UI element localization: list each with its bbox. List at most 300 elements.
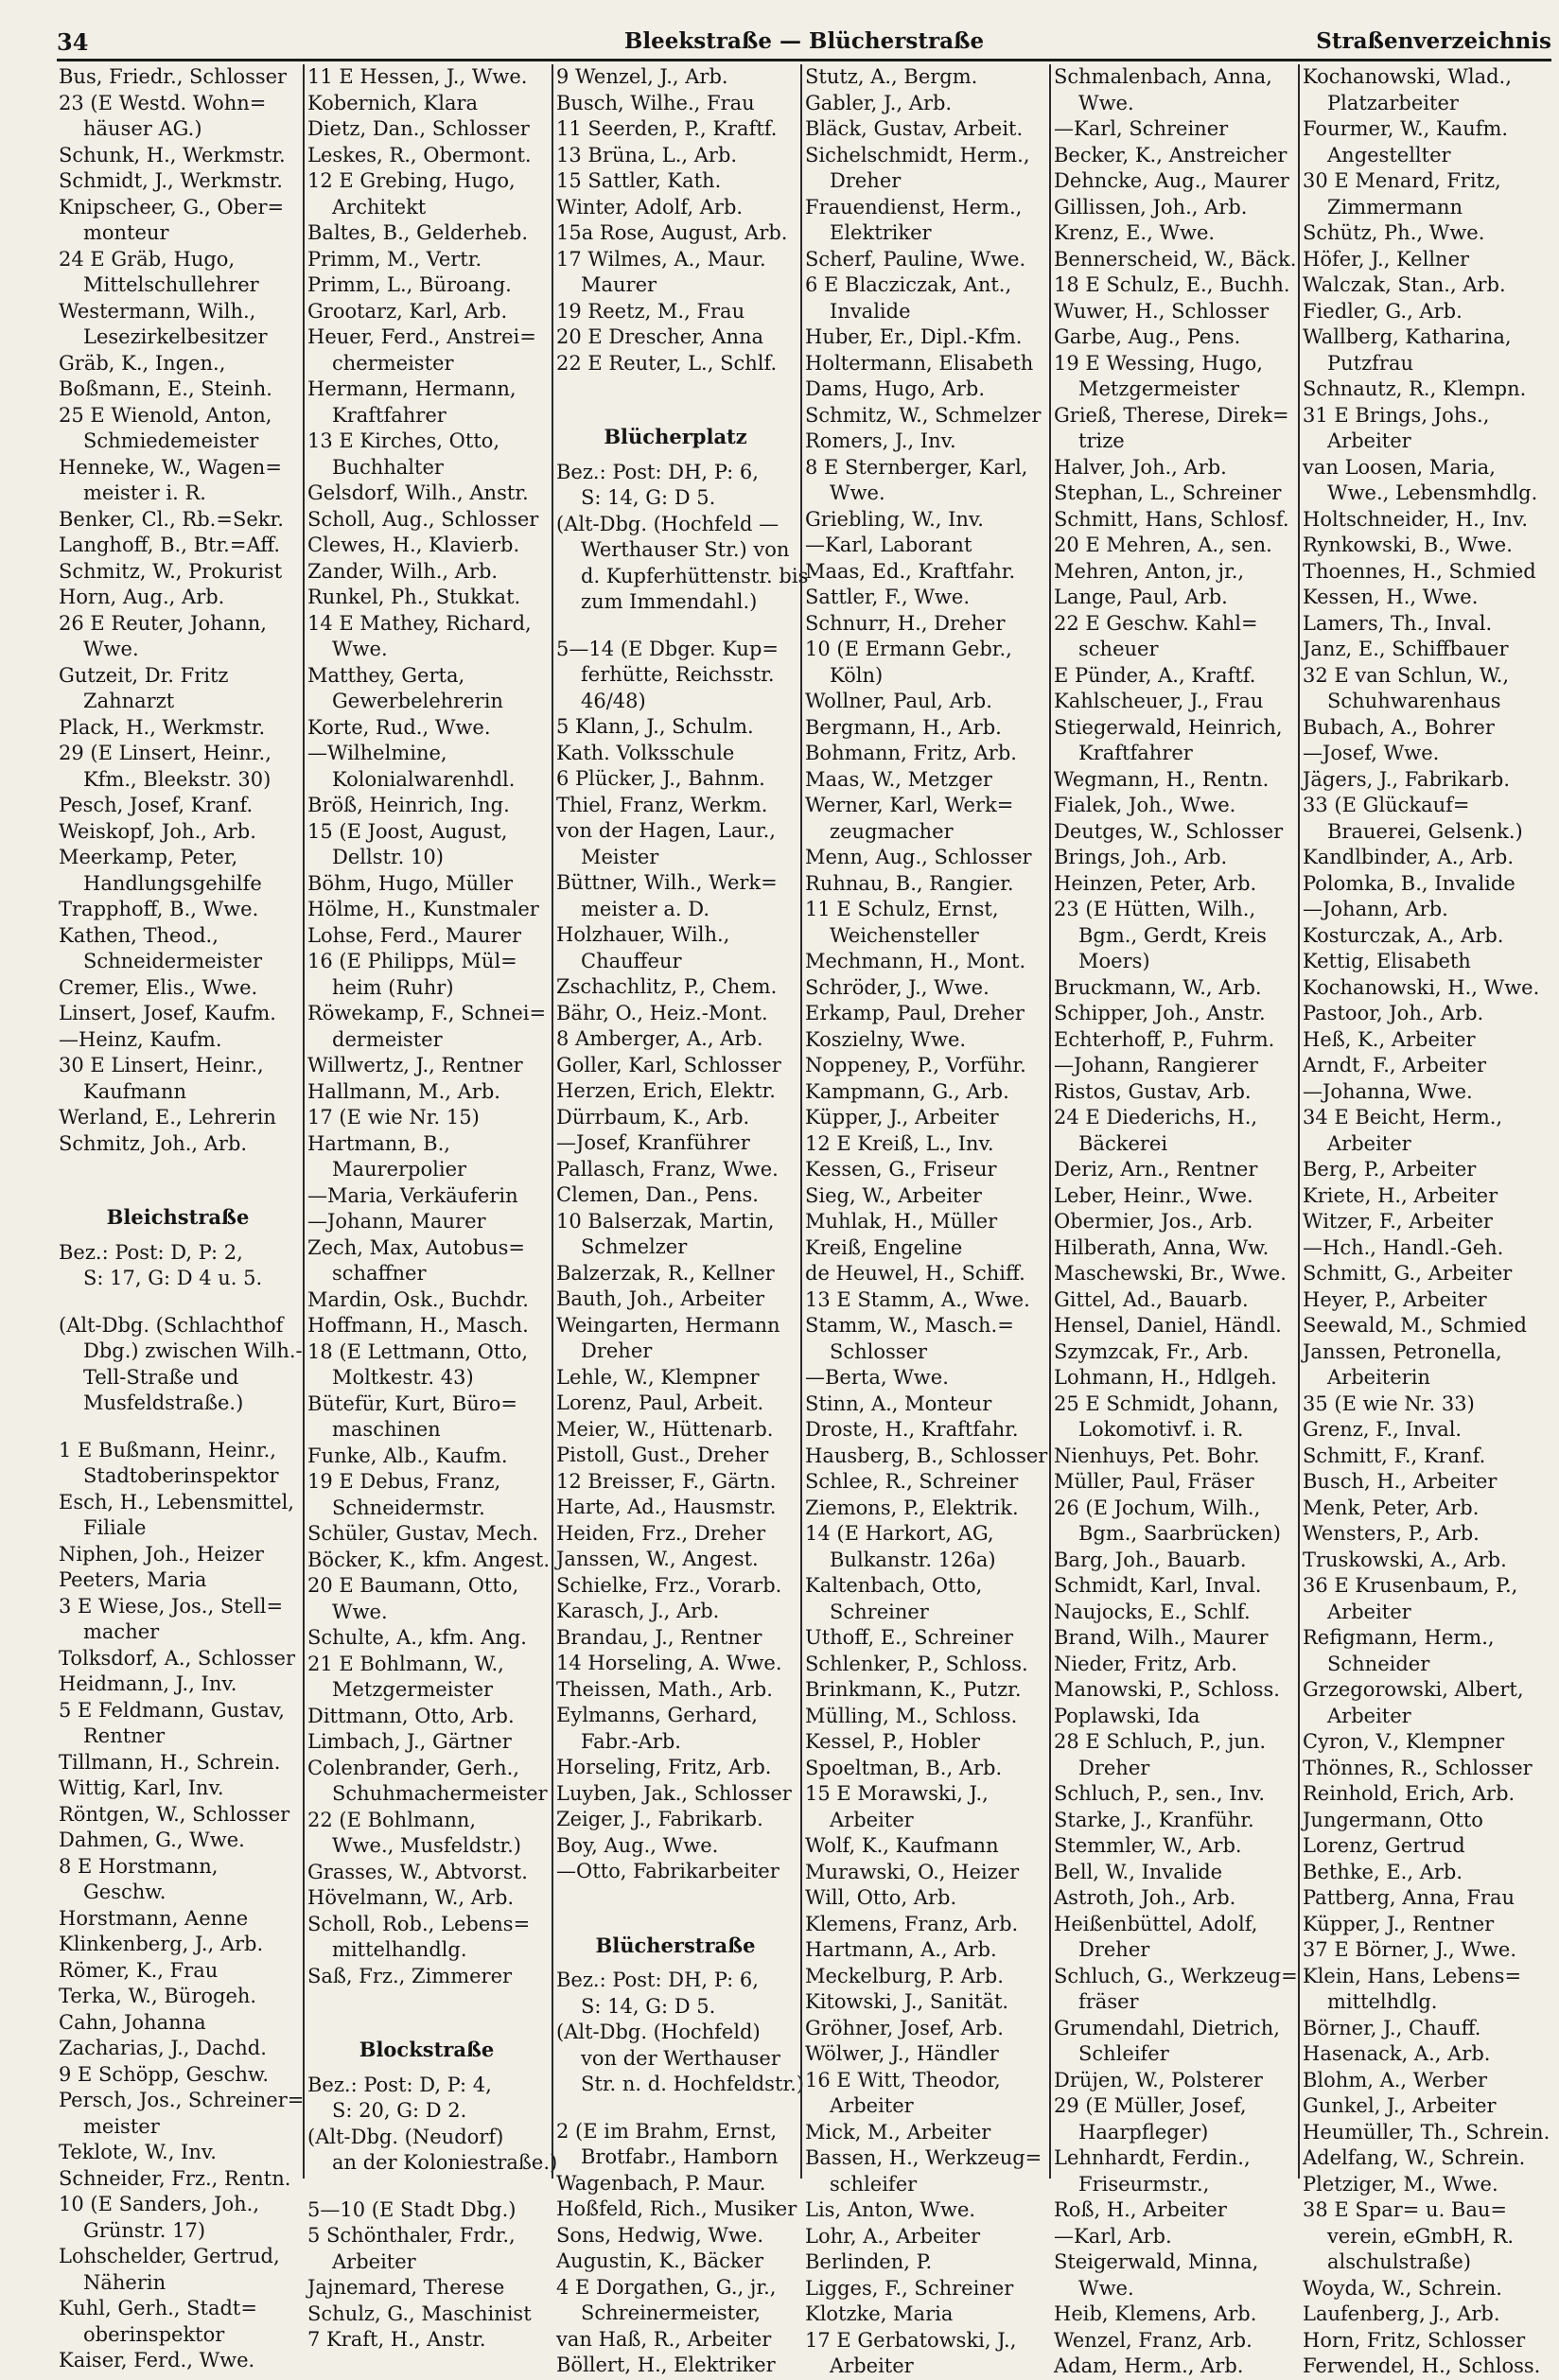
- directory-entry: Schluch, P., sen., Inv.: [1054, 1782, 1266, 1805]
- directory-entry: Uthoff, E., Schreiner: [805, 1626, 1014, 1649]
- directory-entry: Persch, Jos., Schreiner=: [59, 2089, 305, 2111]
- directory-entry: Truskowski, A., Arb.: [1303, 1548, 1507, 1571]
- directory-entry: Brand, Wilh., Maurer: [1054, 1626, 1269, 1649]
- directory-entry: Herzen, Erich, Elektr.: [556, 1079, 776, 1102]
- directory-entry: Horn, Aug., Arb.: [59, 586, 225, 608]
- directory-entry: Szymzcak, Fr., Arb.: [1054, 1339, 1250, 1363]
- column-6: [1303, 64, 1550, 2377]
- directory-entry: Handlungsgehilfe: [83, 871, 262, 895]
- directory-entry: —Karl, Schreiner: [1054, 117, 1229, 140]
- spacer: [59, 1157, 297, 1178]
- directory-entry: 9 E Schöpp, Geschw.: [59, 2062, 270, 2086]
- directory-entry: Moers): [1078, 950, 1150, 972]
- directory-entry: Schluch, G., Werkzeug=: [1054, 1964, 1298, 1987]
- directory-entry: 21 E Bohlmann, W.,: [307, 1652, 504, 1675]
- directory-entry: meister: [83, 2114, 160, 2138]
- directory-entry: Zahnarzt: [83, 690, 175, 712]
- directory-entry: Heidmann, J., Inv.: [59, 1672, 237, 1695]
- directory-entry: Hartmann, A., Arb.: [805, 1938, 997, 1961]
- directory-entry: Schüler, Gustav, Mech.: [307, 1522, 539, 1545]
- directory-entry: Heißenbüttel, Adolf,: [1054, 1912, 1258, 1935]
- directory-entry: Bütefür, Kurt, Büro=: [307, 1391, 518, 1415]
- directory-entry: Tolksdorf, A., Schlosser: [59, 1646, 295, 1670]
- directory-entry: 12 E Kreiß, L., Inv.: [805, 1131, 994, 1155]
- directory-entry: Gröhner, Josef, Arb.: [805, 2016, 1004, 2039]
- directory-entry: Brings, Joh., Arb.: [1054, 846, 1228, 868]
- directory-entry: Saß, Frz., Zimmerer: [307, 1964, 513, 1987]
- directory-entry: Gutzeit, Dr. Fritz: [59, 663, 229, 687]
- directory-entry: Grumendahl, Dietrich,: [1054, 2016, 1280, 2039]
- directory-entry: Sattler, F., Wwe.: [805, 586, 970, 608]
- directory-entry: 4 E Dorgathen, G., jr.,: [556, 2275, 777, 2299]
- directory-entry: Eylmanns, Gerhard,: [556, 1704, 758, 1726]
- directory-entry: Hilberath, Anna, Ww.: [1054, 1235, 1270, 1259]
- directory-entry: Kaiser, Ferd., Wwe.: [59, 2349, 255, 2371]
- directory-entry: 13 E Stamm, A., Wwe.: [805, 1287, 1030, 1311]
- directory-entry: Laufenberg, J., Arb.: [1303, 2302, 1500, 2325]
- directory-entry: schleifer: [830, 2172, 918, 2196]
- directory-entry: Dittmann, Otto, Arb.: [307, 1704, 515, 1727]
- directory-entry: Klinkenberg, J., Arb.: [59, 1933, 264, 1955]
- directory-entry: Böhm, Hugo, Müller: [307, 871, 514, 895]
- directory-entry: Müller, Paul, Fräser: [1054, 1470, 1254, 1493]
- directory-entry: Jägers, J., Fabrikarb.: [1303, 767, 1511, 791]
- directory-entry: Wagenbach, P. Maur.: [556, 2171, 766, 2195]
- directory-entry: Büttner, Wilh., Werk=: [556, 871, 778, 894]
- directory-entry: Elektriker: [830, 221, 932, 244]
- directory-entry: schaffner: [332, 1262, 427, 1285]
- directory-entry: Schunk, H., Werkmstr.: [59, 143, 286, 166]
- directory-entry: Dreher: [830, 169, 902, 192]
- directory-entry: Wwe.: [332, 638, 388, 660]
- directory-entry: Schröder, J., Wwe.: [805, 975, 990, 999]
- directory-entry: Stinn, A., Monteur: [805, 1391, 992, 1415]
- directory-entry: Witzer, F., Arbeiter: [1303, 1210, 1493, 1233]
- directory-entry: Harte, Ad., Hausmstr.: [556, 1496, 777, 1518]
- directory-entry: Lokomotivf. i. R.: [1078, 1418, 1244, 1441]
- directory-entry: Schmitt, G., Arbeiter: [1303, 1262, 1513, 1285]
- directory-entry: Kochanowski, Wlad.,: [1303, 65, 1512, 88]
- directory-entry: Zech, Max, Autobus=: [307, 1235, 525, 1259]
- directory-entry: meister i. R.: [83, 481, 206, 504]
- directory-entry: Wwe., Lebensmhdlg.: [1327, 481, 1538, 504]
- directory-entry: Arbeiterin: [1327, 1366, 1430, 1389]
- directory-entry: Küpper, J., Arbeiter: [805, 1106, 999, 1129]
- directory-entry: Arbeiter: [332, 2249, 416, 2273]
- directory-entry: Janssen, Petronella,: [1303, 1339, 1502, 1363]
- directory-entry: Wölwer, J., Händler: [805, 2042, 999, 2065]
- directory-entry: Schmitz, W., Schmelzer: [805, 403, 1042, 427]
- directory-entry: ferhütte, Reichsstr.: [581, 663, 775, 686]
- directory-entry: von der Hagen, Laur.,: [556, 819, 776, 842]
- directory-entry: Boßmann, E., Steinh.: [59, 377, 272, 400]
- directory-entry: Moltkestr. 43): [332, 1366, 474, 1389]
- directory-entry: Bez.: Post: D, P: 4,: [307, 2073, 492, 2096]
- directory-entry: Poplawski, Ida: [1054, 1704, 1200, 1727]
- directory-entry: Arbeiter: [830, 1808, 914, 1831]
- directory-entry: mittelhdlg.: [1327, 1990, 1438, 2013]
- directory-entry: Will, Otto, Arb.: [805, 1886, 957, 1909]
- directory-entry: 14 Horseling, A. Wwe.: [556, 1652, 782, 1674]
- directory-entry: Lohschelder, Gertrud,: [59, 2245, 280, 2267]
- spacer: [556, 1885, 795, 1906]
- directory-entry: Schneidermstr.: [332, 1496, 485, 1519]
- directory-entry: 22 E Geschw. Kahl=: [1054, 611, 1258, 635]
- directory-entry: Hallmann, M., Arb.: [307, 1079, 500, 1103]
- directory-entry: Lange, Paul, Arb.: [1054, 586, 1228, 608]
- directory-entry: Thönnes, R., Schlosser: [1303, 1756, 1533, 1779]
- column-3: [556, 64, 809, 2376]
- directory-entry: Luyben, Jak., Schlosser: [556, 1781, 792, 1805]
- directory-entry: Theissen, Math., Arb.: [556, 1677, 773, 1701]
- directory-entry: Naujocks, E., Schlf.: [1054, 1600, 1251, 1623]
- directory-entry: 15a Rose, August, Arb.: [556, 221, 788, 244]
- directory-entry: Küpper, J., Rentner: [1303, 1912, 1495, 1935]
- directory-entry: —Berta, Wwe.: [805, 1366, 949, 1389]
- directory-entry: Brotfabr., Hamborn: [581, 2145, 779, 2168]
- directory-entry: Arbeiter: [830, 2354, 914, 2377]
- directory-entry: Gabler, J., Arb.: [805, 91, 953, 114]
- directory-entry: Berlinden, P.: [805, 2250, 933, 2273]
- directory-entry: 20 E Baumann, Otto,: [307, 1574, 519, 1597]
- column-4: [805, 64, 1048, 2377]
- directory-entry: monteur: [83, 221, 169, 244]
- directory-entry: Lis, Anton, Wwe.: [805, 2198, 976, 2221]
- directory-entry: 8 E Sternberger, Karl,: [805, 455, 1028, 479]
- directory-entry: Blohm, A., Werber: [1303, 2068, 1488, 2091]
- directory-entry: Reinhold, Erich, Arb.: [1303, 1782, 1515, 1805]
- directory-entry: Pallasch, Franz, Wwe.: [556, 1157, 779, 1181]
- directory-entry: van Loosen, Maria,: [1303, 455, 1496, 479]
- directory-entry: Benker, Cl., Rb.=Sekr.: [59, 507, 284, 531]
- directory-entry: 5 E Feldmann, Gustav,: [59, 1698, 285, 1722]
- directory-entry: —Johann, Arb.: [1303, 898, 1448, 920]
- directory-entry: Hausberg, B., Schlosser: [805, 1444, 1048, 1467]
- directory-entry: Brauerei, Gelsenk.): [1327, 819, 1523, 843]
- directory-entry: Dehncke, Aug., Maurer: [1054, 169, 1289, 192]
- page-title: Bleekstraße — Blücherstraße: [623, 28, 985, 54]
- directory-entry: 30 E Menard, Fritz,: [1303, 169, 1501, 192]
- directory-entry: Mechmann, H., Mont.: [805, 950, 1026, 972]
- directory-entry: Mardin, Osk., Buchdr.: [307, 1287, 529, 1311]
- directory-entry: Schuhwarenhaus: [1327, 690, 1501, 712]
- column-divider: [1049, 64, 1051, 2179]
- directory-entry: Walczak, Stan., Arb.: [1303, 273, 1506, 296]
- directory-entry: Wolf, K., Kaufmann: [805, 1834, 999, 1857]
- directory-entry: (Alt-Dbg. (Schlachthof: [59, 1313, 284, 1337]
- directory-entry: Noppeney, P., Vorführ.: [805, 1054, 1026, 1076]
- directory-entry: 37 E Börner, J., Wwe.: [1303, 1938, 1517, 1961]
- directory-entry: Schlenker, P., Schloss.: [805, 1652, 1028, 1675]
- directory-entry: Fabr.-Arb.: [581, 1729, 681, 1753]
- directory-entry: 7 Kraft, H., Anstr.: [307, 2328, 486, 2351]
- directory-entry: Sons, Hedwig, Wwe.: [556, 2223, 764, 2247]
- spacer: [307, 2010, 546, 2031]
- directory-entry: 25 E Wienold, Anton,: [59, 403, 272, 427]
- directory-entry: Bez.: Post: DH, P: 6,: [556, 460, 759, 483]
- directory-entry: Kochanowski, H., Wwe.: [1303, 975, 1540, 999]
- directory-entry: Leber, Heinr., Wwe.: [1054, 1183, 1253, 1207]
- directory-entry: 23 (E Hütten, Wilh.,: [1054, 898, 1256, 920]
- directory-entry: Kitowski, J., Sanität.: [805, 1990, 1009, 2013]
- directory-entry: Heß, K., Arbeiter: [1303, 1027, 1476, 1051]
- directory-entry: Näherin: [83, 2270, 166, 2294]
- directory-entry: Werner, Karl, Werk=: [805, 794, 1014, 816]
- column-5: [1054, 64, 1298, 2377]
- directory-entry: Schlee, R., Schreiner: [805, 1470, 1019, 1493]
- directory-entry: Adelfang, W., Schrein.: [1303, 2146, 1526, 2169]
- directory-entry: Schneidermeister: [83, 950, 262, 972]
- directory-entry: 10 Balserzak, Martin,: [556, 1209, 775, 1233]
- street-heading: Blücherplatz: [604, 425, 747, 448]
- street-heading: Bleichstraße: [106, 1205, 250, 1229]
- directory-entry: Primm, L., Büroang.: [307, 273, 512, 296]
- directory-entry: Terka, W., Bürogeh.: [59, 1985, 257, 2007]
- column-divider: [303, 64, 305, 2179]
- directory-entry: Pesch, Josef, Kranf.: [59, 794, 254, 816]
- directory-entry: Wittig, Karl, Inv.: [59, 1776, 224, 1799]
- directory-entry: Becker, K., Anstreicher: [1054, 143, 1287, 166]
- directory-entry: 14 E Mathey, Richard,: [307, 611, 532, 635]
- directory-entry: Wwe.: [332, 1600, 388, 1623]
- directory-entry: Schmitt, Hans, Schlosf.: [1054, 507, 1289, 531]
- directory-entry: Droste, H., Kraftfahr.: [805, 1418, 1019, 1441]
- directory-entry: Grieß, Therese, Direk=: [1054, 403, 1289, 427]
- directory-entry: Jajnemard, Therese: [307, 2276, 505, 2299]
- directory-entry: Rentner: [83, 1724, 166, 1747]
- directory-entry: trize: [1078, 429, 1125, 452]
- directory-entry: Klein, Hans, Lebens=: [1303, 1964, 1522, 1987]
- directory-entry: Bell, W., Invalide: [1054, 1860, 1223, 1883]
- directory-entry: Klotzke, Maria: [805, 2302, 954, 2325]
- directory-entry: Putzfrau: [1327, 351, 1414, 375]
- directory-entry: Refigmann, Herm.,: [1303, 1626, 1495, 1649]
- spacer: [556, 397, 795, 418]
- directory-entry: Murawski, O., Heizer: [805, 1860, 1020, 1883]
- directory-entry: Runkel, Ph., Stukkat.: [307, 586, 521, 608]
- directory-entry: Kraftfahrer: [1078, 742, 1193, 764]
- directory-entry: Teklote, W., Inv.: [59, 2141, 217, 2163]
- directory-entry: 8 E Horstmann,: [59, 1854, 219, 1878]
- directory-entry: Schmidt, J., Werkmstr.: [59, 169, 283, 192]
- directory-entry: Bröß, Heinrich, Ing.: [307, 794, 510, 816]
- directory-entry: 14 (E Harkort, AG,: [805, 1522, 994, 1545]
- directory-entry: Knipscheer, G., Ober=: [59, 195, 285, 219]
- directory-entry: Lorenz, Paul, Arbeit.: [556, 1391, 764, 1414]
- directory-entry: Werthauser Str.) von: [581, 538, 790, 561]
- directory-entry: Schulte, A., kfm. Ang.: [307, 1626, 527, 1649]
- directory-entry: Bez.: Post: D, P: 2,: [59, 1240, 243, 1264]
- directory-entry: S: 17, G: D 4 u. 5.: [83, 1267, 263, 1289]
- directory-entry: Maas, Ed., Kraftfahr.: [805, 559, 1016, 583]
- directory-entry: mittelhandlg.: [332, 1938, 467, 1961]
- directory-entry: 3 E Wiese, Jos., Stell=: [59, 1594, 284, 1618]
- directory-entry: Wwe.: [830, 481, 885, 504]
- directory-entry: Dbg.) zwischen Wilh.-: [83, 1339, 303, 1362]
- directory-entry: Schreinermeister,: [581, 2301, 761, 2324]
- directory-entry: Erkamp, Paul, Dreher: [805, 1002, 1025, 1024]
- directory-entry: 35 (E wie Nr. 33): [1303, 1391, 1475, 1415]
- directory-entry: Maschewski, Br., Wwe.: [1054, 1262, 1287, 1285]
- directory-entry: Bubach, A., Bohrer: [1303, 715, 1495, 739]
- directory-entry: Niphen, Joh., Heizer: [59, 1542, 264, 1566]
- directory-entry: —Johanna, Wwe.: [1303, 1079, 1473, 1103]
- directory-entry: Zacharias, J., Dachd.: [59, 2037, 267, 2059]
- street-heading: Blücherstraße: [595, 1933, 756, 1957]
- directory-entry: 15 Sattler, Kath.: [556, 169, 722, 192]
- directory-entry: Mick, M., Arbeiter: [805, 2120, 991, 2144]
- directory-entry: Gewerbelehrerin: [332, 690, 503, 712]
- directory-entry: Griebling, W., Inv.: [805, 507, 984, 531]
- directory-entry: Berg, P., Arbeiter: [1303, 1158, 1477, 1181]
- directory-entry: Hensel, Daniel, Händl.: [1054, 1314, 1282, 1337]
- directory-entry: 46/48): [581, 689, 646, 712]
- directory-entry: Ruhnau, B., Rangier.: [805, 871, 1014, 895]
- directory-entry: Dreher: [1078, 1756, 1150, 1779]
- directory-entry: Trapphoff, B., Wwe.: [59, 898, 259, 920]
- directory-entry: Horn, Fritz, Schlosser: [1303, 2328, 1526, 2352]
- directory-entry: Winter, Adolf, Arb.: [556, 195, 744, 219]
- directory-entry: Holzhauer, Wilh.,: [556, 923, 730, 946]
- column-2: [307, 64, 558, 2351]
- directory-entry: Bassen, H., Werkzeug=: [805, 2146, 1042, 2169]
- directory-entry: 19 E Debus, Franz,: [307, 1470, 501, 1493]
- directory-entry: Ferwendel, H., Schloss.: [1303, 2354, 1541, 2377]
- directory-entry: Bulkanstr. 126a): [830, 1548, 996, 1571]
- directory-entry: Bäckerei: [1078, 1131, 1168, 1155]
- directory-entry: —Johann, Maurer: [307, 1210, 486, 1233]
- directory-entry: S: 14, G: D 5.: [581, 486, 716, 509]
- street-heading: Blockstraße: [359, 2038, 495, 2061]
- directory-entry: 6 Plücker, J., Bahnm.: [556, 767, 765, 790]
- directory-entry: Brandau, J., Rentner: [556, 1625, 762, 1649]
- directory-entry: Hartmann, B.,: [307, 1131, 450, 1155]
- directory-entry: Hölme, H., Kunstmaler: [307, 898, 539, 920]
- directory-entry: Spoeltman, B., Arb.: [805, 1756, 1003, 1779]
- directory-entry: Janz, E., Schiffbauer: [1303, 638, 1509, 660]
- directory-entry: Geschw.: [83, 1881, 166, 1903]
- directory-entry: 17 Wilmes, A., Maur.: [556, 247, 766, 271]
- directory-entry: Baltes, B., Gelderheb.: [307, 221, 529, 244]
- directory-entry: Scholl, Rob., Lebens=: [307, 1912, 531, 1935]
- directory-entry: Lohmann, H., Hdlgeh.: [1054, 1366, 1277, 1389]
- directory-entry: Goller, Karl, Schlosser: [556, 1053, 781, 1076]
- directory-entry: 22 (E Bohlmann,: [307, 1808, 477, 1831]
- directory-entry: Köln): [830, 663, 884, 687]
- directory-entry: Weingarten, Hermann: [556, 1313, 780, 1337]
- directory-entry: Maurer: [581, 273, 657, 296]
- directory-entry: Arndt, F., Arbeiter: [1303, 1054, 1486, 1076]
- directory-entry: Wollner, Paul, Arb.: [805, 690, 992, 712]
- directory-entry: 13 Brüna, L., Arb.: [556, 143, 738, 166]
- directory-entry: 26 (E Jochum, Wilh.,: [1054, 1496, 1261, 1519]
- directory-entry: Kreiß, Engeline: [805, 1235, 963, 1259]
- directory-entry: Grzegorowski, Albert,: [1303, 1678, 1524, 1701]
- spacer: [556, 616, 795, 637]
- directory-entry: Rynkowski, B., Wwe.: [1303, 534, 1513, 556]
- directory-entry: Drüjen, W., Polsterer: [1054, 2068, 1263, 2091]
- directory-entry: Schmitt, F., Kranf.: [1303, 1444, 1486, 1467]
- directory-entry: Limbach, J., Gärtner: [307, 1730, 512, 1753]
- directory-entry: 34 E Beicht, Herm.,: [1303, 1106, 1503, 1129]
- directory-entry: Kessel, P., Hobler: [805, 1730, 981, 1753]
- directory-entry: Scherf, Pauline, Wwe.: [805, 247, 1026, 271]
- directory-entry: —Karl, Arb.: [1054, 2224, 1172, 2248]
- directory-entry: Colenbrander, Gerh.,: [307, 1756, 519, 1779]
- directory-entry: Fourmer, W., Kaufm.: [1303, 117, 1509, 140]
- column-divider: [1298, 64, 1300, 2179]
- directory-entry: Schmidt, Karl, Inval.: [1054, 1574, 1262, 1597]
- directory-entry: Tell-Straße und: [83, 1365, 239, 1389]
- directory-entry: Cyron, V., Klempner: [1303, 1730, 1505, 1753]
- directory-entry: Kolonialwarenhdl.: [332, 767, 516, 791]
- directory-entry: Polomka, B., Invalide: [1303, 871, 1515, 895]
- directory-entry: 12 E Grebing, Hugo,: [307, 169, 516, 192]
- directory-entry: Metzgermeister: [1078, 377, 1240, 400]
- directory-entry: Hoffmann, H., Masch.: [307, 1314, 529, 1337]
- directory-entry: Muhlak, H., Müller: [805, 1210, 998, 1233]
- directory-entry: Mehren, Anton, jr.,: [1054, 559, 1245, 583]
- directory-entry: fräser: [1078, 1990, 1139, 2013]
- directory-entry: S: 20, G: D 2.: [332, 2099, 467, 2122]
- directory-entry: Adam, Herm., Arb.: [1054, 2354, 1244, 2377]
- directory-entry: Thoennes, H., Schmied: [1303, 559, 1536, 583]
- directory-entry: 11 Seerden, P., Kraftf.: [556, 117, 778, 140]
- directory-entry: Menn, Aug., Schlosser: [805, 846, 1032, 868]
- directory-entry: Stiegerwald, Heinrich,: [1054, 715, 1283, 739]
- directory-entry: —Johann, Rangierer: [1054, 1054, 1258, 1076]
- directory-entry: chermeister: [332, 351, 454, 375]
- directory-entry: 15 E Morawski, J.,: [805, 1782, 989, 1805]
- directory-entry: 13 E Kirches, Otto,: [307, 429, 500, 452]
- directory-entry: Fiedler, G., Arb.: [1303, 299, 1463, 323]
- directory-entry: Wwe.: [1078, 91, 1134, 114]
- directory-entry: Angestellter: [1327, 143, 1451, 166]
- directory-entry: Bähr, O., Heiz.-Mont.: [556, 1001, 768, 1024]
- directory-entry: Chauffeur: [581, 949, 682, 972]
- directory-entry: Kessen, H., Wwe.: [1303, 586, 1479, 608]
- directory-entry: Werland, E., Lehrerin: [59, 1106, 276, 1129]
- directory-entry: Dahmen, G., Wwe.: [59, 1829, 245, 1851]
- directory-entry: Halver, Joh., Arb.: [1054, 455, 1227, 479]
- directory-entry: Leskes, R., Obermont.: [307, 143, 532, 166]
- directory-entry: Clewes, H., Klavierb.: [307, 534, 520, 556]
- directory-entry: 10 (E Sanders, Joh.,: [59, 2193, 259, 2215]
- directory-entry: 11 E Schulz, Ernst,: [805, 898, 999, 920]
- directory-entry: 16 E Witt, Theodor,: [805, 2068, 1001, 2091]
- directory-entry: Ligges, F., Schreiner: [805, 2276, 1014, 2300]
- directory-entry: Henneke, W., Wagen=: [59, 455, 282, 479]
- directory-entry: Schmelzer: [581, 1235, 688, 1258]
- directory-entry: S: 14, G: D 5.: [581, 1994, 716, 2018]
- directory-entry: Woyda, W., Schrein.: [1303, 2276, 1502, 2300]
- column-divider: [552, 64, 553, 2179]
- directory-entry: 20 E Mehren, A., sen.: [1054, 534, 1272, 556]
- directory-entry: Busch, Wilhe., Frau: [556, 91, 755, 114]
- directory-entry: 18 (E Lettmann, Otto,: [307, 1339, 529, 1363]
- directory-entry: Thiel, Franz, Werkm.: [556, 793, 768, 816]
- directory-entry: Börner, J., Chauff.: [1303, 2016, 1481, 2039]
- directory-entry: Bennerscheid, W., Bäck.: [1054, 247, 1297, 271]
- directory-entry: Zander, Wilh., Arb.: [307, 559, 499, 583]
- directory-entry: Lehle, W., Klempner: [556, 1365, 760, 1389]
- directory-entry: Dietz, Dan., Schlosser: [307, 117, 530, 140]
- directory-entry: Römer, K., Frau: [59, 1958, 219, 1982]
- directory-entry: E Pünder, A., Kraftf.: [1054, 663, 1256, 687]
- directory-entry: Manowski, P., Schloss.: [1054, 1678, 1280, 1701]
- directory-entry: Bauth, Joh., Arbeiter: [556, 1287, 765, 1310]
- directory-entry: Schnurr, H., Dreher: [805, 611, 1006, 635]
